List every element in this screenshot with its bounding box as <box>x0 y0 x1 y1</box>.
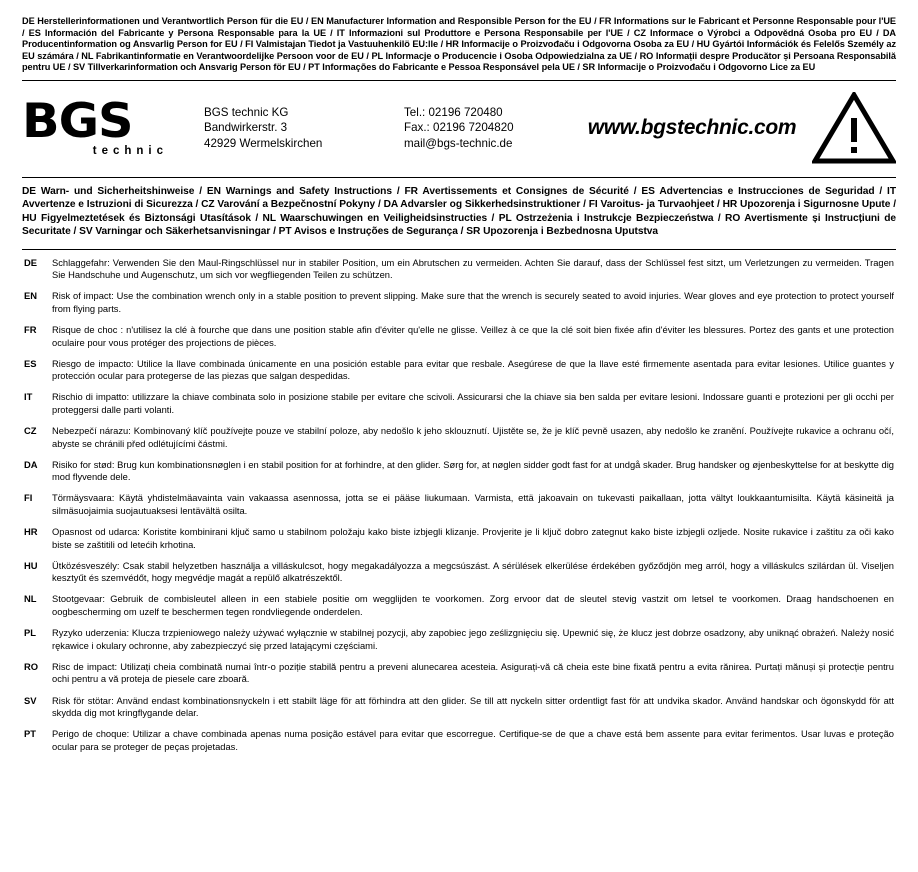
instruction-text: Risiko for stød: Brug kun kombinationsnøglen i en stabil position for at forhindre, at den glider. Sørg for, at nøglen sidder godt fast for at undgå skader. Brug handsker og øjenbeskyttelse for at beskytte dig mod flyvende dele. <box>52 459 894 483</box>
language-code: HU <box>24 559 38 571</box>
language-code: EN <box>24 290 38 302</box>
instruction-text: Ütközésveszély: Csak stabil helyzetben használja a villáskulcsot, hogy megakadályozza a megcsúszást. A sérülések elkerülése érdekében győződjön meg arról, hogy a villáskulcs szilárdan ül. Viseljen kesztyűt és szemvédőt, hogy megvédje magát a repülő alkatrészektől. <box>52 560 894 584</box>
instruction-text: Risc de impact: Utilizați cheia combinată numai într-o poziție stabilă pentru a preveni alunecarea acesteia. Asigurați-vă că cheia este bine fixată pentru a evita rănirea. Purtați mănuși și protecție pentru ochi pentru a vă proteja de piesele care zboară. <box>52 661 894 685</box>
list-item <box>22 492 896 517</box>
language-code: IT <box>24 391 33 403</box>
company-city: 42929 Wermelskirchen <box>204 136 323 150</box>
logo-subtext: technic <box>92 145 168 158</box>
logo-wordmark: BGS <box>22 94 133 150</box>
instruction-text: Perigo de choque: Utilizar a chave combinada apenas numa posição estável para evitar que escorregue. Certifique-se de que a chave está bem assente para evitar ferimentos. Usar luvas e proteção ocular para se proteger de peças projetadas. <box>52 729 894 752</box>
company-fax: Fax.: 02196 7204820 <box>404 121 514 135</box>
warning-triangle-icon <box>810 92 896 164</box>
company-telephone: Tel.: 02196 720480 <box>404 105 503 119</box>
instruction-text: Opasnost od udarca: Koristite kombinirani ključ samo u stabilnom položaju kako biste izbjegli klizanje. Provjerite je li ključ dobro zategnut kako biste izbjegli ozljede. Nosite rukavice i zaštitu za oči kako biste se zaštitili od letećih krhotina. <box>52 527 894 550</box>
company-name: BGS technic KG <box>204 105 289 119</box>
manufacturer-information-paragraph: DE Herstellerinformationen und Verantwortlich Person für die EU / EN Manufacturer Information and Responsible Person for the EU / FR Informations sur le Fabricant et Personne Responsable pour l'UE / ES Información del Fabricante y Persona Responsable para la UE / IT Informazioni sul Produttore e Persona Responsabile per l'UE / CZ Informace o Výrobci a Odpovědná Osoba pro EU / DA Producentinformation og Ansvarlig Person for EU / FI Valmistajan Tiedot ja Vastuuhenkilö EU:lle / HR Informacije o Proizvođaču i Odgovorna Osoba za EU / HU Gyártói Információk és Felelős Személy az EU számára / NL Fabrikantinformatie en Verantwoordelijke Persoon voor de EU / PL Informacje o Producencie i Osoba Odpowiedzialna za UE / RO Informații despre Producător și Persoana Responsabilă pentru UE / SV Tillverkarinformation och Ansvarig Person för EU / PT Informações do Fabricante e Pessoa Responsável pela UE / SR Informacije o Proizvođaču i Odgovorno Lice za EU <box>22 16 896 73</box>
instruction-text: Stootgevaar: Gebruik de combisleutel alleen in een stabiele positie om wegglijden te voorkomen. Zorg ervoor dat de sleutel stevig vastzit om letsel te voorkomen. Draag handschoenen en oogbescherming om uzelf te beschermen tegen rondvliegende onderdelen. <box>52 594 894 618</box>
list-item <box>22 526 896 551</box>
list-item <box>22 560 896 585</box>
instruction-text: Risk för stötar: Använd endast kombinationsnyckeln i ett stabilt läge för att förhindra att den glider. Se till att nyckeln sitter ordentligt fast för att undvika skador. Använd handskar och ögonskydd för att skydda dig mot kringflygande delar. <box>52 695 894 719</box>
instruction-text: Nebezpečí nárazu: Kombinovaný klíč používejte pouze ve stabilní poloze, aby nedošlo k jeho sklouznutí. Ujistěte se, že je klíč pevně usazen, aby nedošlo ke zranění. Používejte rukavice a ochranu očí, abyste se chránili před odlétujícími částmi. <box>52 426 894 449</box>
language-code: DA <box>24 458 38 470</box>
instruction-text: Schlaggefahr: Verwenden Sie den Maul-Ringschlüssel nur in stabiler Position, um ein Abrutschen zu vermeiden. Achten Sie darauf, dass der Schlüssel fest sitzt, um Verletzungen zu vermeiden. Tragen Sie Handschuhe und Augenschutz, um sich vor wegfliegenden Teilen zu schützen. <box>52 257 894 281</box>
company-contact <box>404 105 584 152</box>
list-item <box>22 257 896 282</box>
instruction-text: Risque de choc : n'utilisez la clé à fourche que dans une position stable afin d'éviter qu'elle ne glisse. Veillez à ce que la clé soit bien fixée afin d'éviter les blessures. Portez des gants et une protection oculaire pour vous protéger des projections de pièces. <box>52 324 894 348</box>
company-street: Bandwirkerstr. 3 <box>204 121 288 135</box>
language-code: PT <box>24 728 36 740</box>
list-item <box>22 593 896 618</box>
language-code: FI <box>24 492 33 504</box>
instruction-text: Risk of impact: Use the combination wrench only in a stable position to prevent slipping. Make sure that the wrench is securely seated to avoid injuries. Wear gloves and eye protection to protect yourself from flying parts. <box>52 291 894 314</box>
list-item <box>22 324 896 349</box>
language-code: FR <box>24 323 37 335</box>
list-item <box>22 695 896 720</box>
list-item <box>22 358 896 383</box>
list-item <box>22 391 896 416</box>
language-code: RO <box>24 660 39 672</box>
language-code: PL <box>24 627 36 639</box>
language-code: ES <box>24 357 37 369</box>
list-item <box>22 425 896 450</box>
list-item <box>22 290 896 315</box>
company-address <box>174 105 404 152</box>
list-item <box>22 728 896 753</box>
language-code: DE <box>24 256 38 268</box>
list-item <box>22 627 896 652</box>
instruction-text: Rischio di impatto: utilizzare la chiave combinata solo in posizione stabile per evitare che scivoli. Assicurarsi che la chiave sia ben salda per evitare lesioni. Indossare guanti e protezioni per gli occhi per proteggersi dalle parti volanti. <box>52 392 894 415</box>
instruction-text: Riesgo de impacto: Utilice la llave combinada únicamente en una posición estable para evitar que resbale. Asegúrese de que la llave esté firmemente asentada para evitar lesiones. Utilice guantes y protección ocular para protegerse de las piezas que salgan despedidas. <box>52 358 894 382</box>
bgs-logo <box>22 94 174 158</box>
list-item <box>22 459 896 484</box>
company-email[interactable]: mail@bgs-technic.de <box>404 136 513 150</box>
instruction-text: Törmäysvaara: Käytä yhdistelmäavainta vain vakaassa asennossa, jotta se ei pääse liukumaan. Varmista, että jakoavain on tukevasti paikallaan, jotta vältyt loukkaantumisilta. Käytä käsineitä ja silmäsuojaimia suojautuaksesi lentävältä osilta. <box>52 493 894 516</box>
language-code: SV <box>24 694 37 706</box>
warnings-heading: DE Warn- und Sicherheitshinweise / EN Warnings and Safety Instructions / FR Avertissements et Consignes de Sécurité / ES Advertencias e Instrucciones de Seguridad / IT Avvertenze e Istruzioni di Sicurezza / CZ Varování a Bezpečnostní Pokyny / DA Advarsler og Sikkerhedsinstruktioner / FI Varoitus- ja Turvaohjeet / HR Upozorenja i Sigurnosne Upute / HU Figyelmeztetések és Biztonsági Utasítások / NL Waarschuwingen en Veiligheidsinstructies / PL Ostrzeżenia i Instrukcje Bezpieczeństwa / RO Avertismente și Instrucțiuni de Securitate / SV Varningar och Säkerhetsanvisningar / PT Avisos e Instruções de Segurança / SR Upozorenja i Bezbednosna Uputstva <box>22 185 896 238</box>
company-website[interactable]: www.bgstechnic.com <box>587 115 797 139</box>
company-header-band <box>22 81 896 173</box>
instructions-list <box>22 250 896 754</box>
instruction-text: Ryzyko uderzenia: Klucza trzpieniowego należy używać wyłącznie w stabilnej pozycji, aby zapobiec jego ześlizgnięciu się. Upewnić się, że klucz jest dobrze osadzony, aby uniknąć obrażeń. Należy nosić rękawice i okulary ochronne, aby zabezpieczyć się przed latającymi częściami. <box>52 628 894 651</box>
list-item <box>22 661 896 686</box>
language-code: HR <box>24 526 38 538</box>
language-code: CZ <box>24 425 37 437</box>
language-code: NL <box>24 593 37 605</box>
